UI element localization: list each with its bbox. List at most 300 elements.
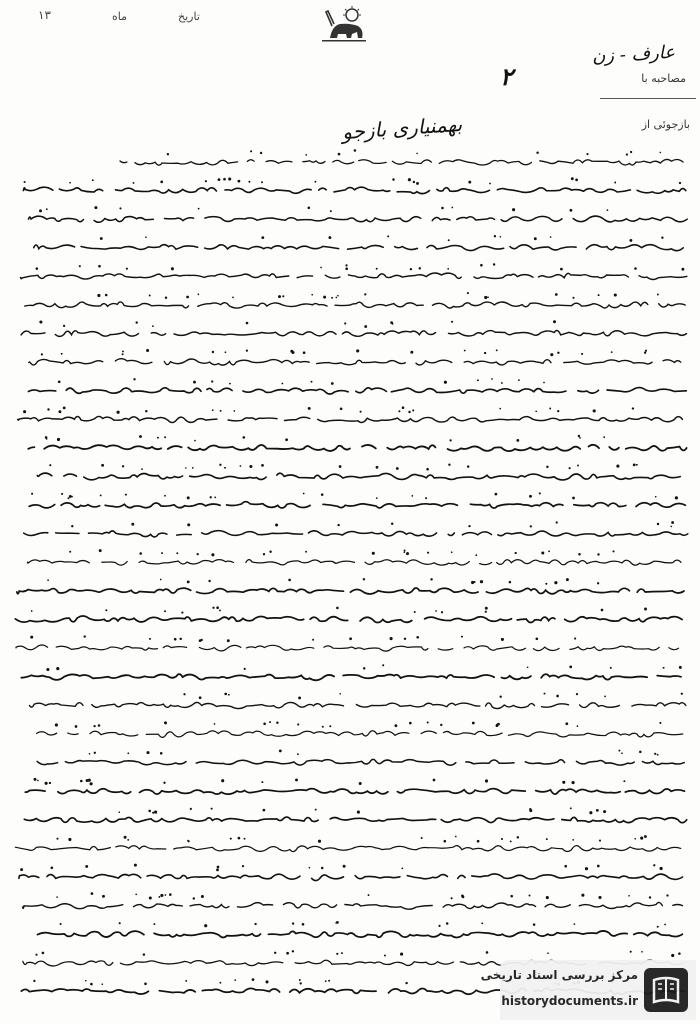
- handwriting-dot: [401, 867, 403, 869]
- handwriting-dot: [547, 952, 549, 954]
- handwriting-dot: [410, 268, 412, 270]
- handwriting-dot: [461, 636, 463, 638]
- handwriting-dot: [160, 894, 163, 897]
- handwriting-dot: [574, 923, 576, 925]
- handwriting-dot: [75, 725, 78, 728]
- handwriting-dot: [679, 666, 682, 669]
- handwriting-line: [32, 473, 681, 480]
- handwriting-dot: [299, 979, 301, 981]
- handwriting-dot: [135, 893, 137, 895]
- handwriting-dot: [279, 749, 282, 752]
- handwriting-dot: [425, 497, 427, 499]
- handwriting-dot: [244, 838, 246, 840]
- handwriting-dot: [69, 495, 72, 498]
- handwriting-line: [21, 331, 686, 337]
- handwriting-dot: [427, 721, 429, 723]
- handwriting-dot: [616, 465, 619, 468]
- handwriting-dot: [246, 322, 249, 325]
- handwriting-dot: [200, 639, 202, 641]
- handwriting-dot: [152, 812, 154, 814]
- handwriting-dot: [263, 809, 266, 812]
- handwriting-dot: [278, 295, 281, 298]
- handwriting-dot: [448, 239, 450, 241]
- handwriting-dot: [344, 322, 346, 324]
- handwriting-dot: [242, 436, 245, 439]
- handwriting-dot: [49, 464, 51, 466]
- handwriting-dot: [360, 411, 362, 413]
- handwriting-dot: [210, 496, 212, 498]
- handwriting-dot: [100, 494, 102, 496]
- handwriting-dot: [572, 839, 574, 841]
- handwriting-dot: [230, 838, 232, 840]
- handwriting-dot: [176, 552, 178, 554]
- handwriting-dot: [491, 378, 493, 380]
- handwriting-line: [29, 502, 685, 508]
- handwriting-line: [28, 388, 686, 394]
- handwriting-dot: [579, 437, 581, 439]
- handwriting-dot: [122, 353, 124, 355]
- handwriting-dot: [487, 296, 489, 298]
- handwriting-dot: [640, 837, 643, 840]
- handwriting-dot: [88, 779, 91, 782]
- handwriting-dot: [93, 725, 95, 727]
- handwriting-dot: [572, 497, 575, 500]
- handwriting-dot: [657, 926, 659, 928]
- handwriting-dot: [45, 782, 48, 785]
- handwriting-dot: [80, 780, 83, 783]
- handwriting-dot: [265, 980, 268, 983]
- handwriting-dot: [232, 297, 234, 299]
- handwriting-dot: [261, 781, 263, 783]
- handwriting-dot: [246, 350, 248, 352]
- handwriting-dot: [98, 724, 101, 727]
- handwriting-dot: [546, 896, 549, 899]
- handwriting-dot: [517, 836, 519, 838]
- handwriting-dot: [205, 180, 207, 182]
- handwriting-dot: [364, 293, 366, 295]
- handwriting-dot: [225, 351, 227, 353]
- handwriting-dot: [546, 838, 548, 840]
- handwriting-dot: [345, 264, 347, 266]
- handwriting-dot: [575, 179, 578, 182]
- handwriting-dot: [630, 951, 632, 953]
- handwriting-dot: [390, 637, 393, 640]
- handwriting-dot: [639, 751, 642, 754]
- handwriting-dot: [345, 267, 348, 270]
- handwriting-dot: [274, 952, 276, 954]
- handwriting-dot: [607, 209, 609, 211]
- handwriting-dot: [325, 980, 327, 982]
- interrogation-label: بازجوئی از: [641, 118, 690, 131]
- handwriting-dot: [309, 867, 311, 869]
- handwriting-dot: [198, 294, 200, 296]
- handwriting-dot: [581, 353, 583, 355]
- handwriting-dot: [435, 610, 437, 612]
- handwriting-dot: [85, 865, 88, 868]
- handwriting-dot: [604, 695, 606, 697]
- handwriting-dot: [387, 235, 389, 237]
- handwriting-dot: [160, 752, 163, 755]
- handwriting-dot: [581, 894, 584, 897]
- handwriting-dot: [100, 237, 103, 240]
- handwriting-dot: [119, 811, 121, 813]
- handwriting-dot: [282, 295, 284, 297]
- handwriting-dot: [39, 320, 42, 323]
- handwriting-dot: [596, 809, 599, 812]
- handwriting-dot: [614, 182, 616, 184]
- handwriting-dot: [163, 782, 165, 784]
- handwriting-dot: [564, 865, 567, 868]
- handwriting-dot: [356, 349, 359, 352]
- handwriting-dot: [187, 496, 190, 499]
- handwriting-dot: [451, 897, 453, 899]
- handwriting-dot: [33, 980, 35, 982]
- handwriting-dot: [597, 553, 599, 555]
- handwriting-dot: [404, 550, 406, 552]
- handwriting-dot: [164, 721, 167, 724]
- handwriting-line: [37, 759, 684, 765]
- handwriting-dot: [158, 896, 160, 898]
- handwriting-dot: [384, 955, 386, 957]
- handwriting-dot: [119, 922, 121, 924]
- handwriting-dot: [570, 807, 572, 809]
- handwriting-dot: [193, 897, 195, 899]
- handwriting-dot: [55, 723, 58, 726]
- handwriting-dot: [297, 723, 299, 725]
- handwriting-line: [23, 902, 683, 909]
- handwriting-dot: [644, 352, 646, 354]
- handwriting-dot: [392, 178, 395, 181]
- handwriting-dot: [657, 523, 659, 525]
- handwriting-dot: [444, 381, 447, 384]
- handwriting-dot: [187, 523, 190, 526]
- handwriting-line: [38, 931, 683, 938]
- handwriting-dot: [315, 809, 317, 811]
- handwriting-dot: [544, 693, 546, 695]
- handwriting-dot: [336, 953, 338, 955]
- handwriting-dot: [396, 467, 399, 470]
- handwriting-dot: [117, 411, 120, 414]
- handwriting-line: [21, 273, 687, 279]
- handwriting-dot: [228, 694, 230, 696]
- handwriting-dot: [69, 182, 71, 184]
- handwriting-dot: [560, 268, 563, 271]
- handwriting-dot: [212, 351, 214, 353]
- page-number: ۱۳: [38, 8, 51, 22]
- handwriting-dot: [160, 181, 163, 184]
- handwriting-dot: [302, 923, 305, 926]
- handwriting-dot: [217, 866, 220, 869]
- handwriting-dot: [402, 406, 405, 409]
- handwriting-dot: [343, 865, 346, 868]
- handwriting-dot: [649, 896, 651, 898]
- handwriting-dot: [427, 552, 429, 554]
- handwriting-dot: [572, 781, 575, 784]
- handwriting-dot: [574, 638, 576, 640]
- month-label: ماه: [112, 10, 128, 23]
- handwriting-dot: [90, 782, 93, 785]
- handwriting-dot: [603, 810, 606, 813]
- handwriting-dot: [426, 468, 429, 471]
- handwriting-dot: [566, 578, 569, 581]
- handwriting-dot: [577, 465, 579, 467]
- handwriting-dot: [153, 923, 155, 925]
- handwriting-dot: [219, 609, 221, 611]
- handwriting-dot: [681, 268, 684, 271]
- handwriting-dot: [451, 321, 453, 323]
- handwriting-dot: [593, 409, 596, 412]
- handwriting-dot: [337, 295, 339, 297]
- handwriting-dot: [143, 953, 145, 955]
- handwriting-dot: [670, 526, 672, 528]
- handwriting-dot: [190, 808, 192, 810]
- handwriting-dot: [485, 779, 488, 782]
- handwritten-body: [0, 140, 700, 1024]
- date-label: تاریخ: [178, 10, 200, 23]
- handwriting-dot: [363, 578, 365, 580]
- handwriting-dot: [671, 954, 674, 957]
- handwriting-dot: [305, 551, 307, 553]
- handwriting-dot: [181, 612, 183, 614]
- handwriting-dot: [447, 268, 449, 270]
- handwriting-dot: [122, 465, 124, 467]
- handwriting-dot: [681, 693, 683, 695]
- handwriting-dot: [36, 267, 39, 270]
- handwriting-dot: [501, 638, 504, 641]
- handwriting-dot: [328, 980, 330, 982]
- handwriting-dot: [24, 181, 26, 183]
- handwriting-line: [17, 588, 684, 594]
- handwriting-dot: [644, 835, 647, 838]
- header-divider: [600, 98, 696, 99]
- handwriting-dot: [216, 606, 219, 609]
- handwriting-dot: [493, 263, 495, 265]
- handwriting-dot: [614, 293, 617, 296]
- handwriting-dot: [419, 267, 421, 269]
- handwriting-dot: [261, 181, 263, 183]
- handwriting-dot: [501, 382, 503, 384]
- handwriting-dot: [455, 836, 457, 838]
- handwriting-dot: [198, 208, 200, 210]
- handwriting-dot: [571, 177, 574, 180]
- handwriting-dot: [357, 811, 360, 814]
- handwriting-dot: [185, 980, 187, 982]
- handwriting-dot: [218, 178, 221, 181]
- handwriting-dot: [152, 325, 154, 327]
- handwriting-line: [27, 560, 681, 566]
- handwriting-dot: [372, 552, 375, 555]
- handwriting-dot: [167, 153, 169, 155]
- handwriting-dot: [655, 496, 657, 498]
- handwriting-dot: [23, 410, 26, 413]
- handwriting-dot: [160, 579, 162, 581]
- handwriting-dot: [403, 551, 405, 553]
- handwriting-dot: [220, 410, 222, 412]
- handwriting-dot: [572, 297, 574, 299]
- handwriting-dot: [223, 178, 226, 181]
- handwriting-dot: [224, 693, 227, 696]
- handwriting-dot: [57, 438, 60, 441]
- handwriting-dot: [144, 982, 147, 985]
- handwriting-dot: [475, 554, 477, 556]
- handwriting-dot: [216, 869, 219, 872]
- handwriting-line: [30, 702, 686, 708]
- handwriting-dot: [477, 379, 479, 381]
- handwriting-dot: [477, 840, 480, 843]
- handwriting-dot: [612, 550, 614, 552]
- handwriting-dot: [318, 840, 321, 843]
- handwriting-dot: [303, 493, 305, 495]
- handwriting-dot: [660, 867, 663, 870]
- handwriting-dot: [157, 437, 159, 439]
- handwriting-dot: [408, 411, 410, 413]
- handwriting-dot: [275, 524, 278, 527]
- handwriting-dot: [679, 182, 681, 184]
- handwriting-dot: [421, 837, 423, 839]
- handwriting-dot: [94, 206, 97, 209]
- handwriting-dot: [626, 153, 628, 155]
- handwriting-dot: [480, 264, 483, 267]
- handwriting-dot: [269, 721, 271, 723]
- handwriting-dot: [331, 382, 334, 385]
- handwriting-dot: [411, 495, 413, 497]
- handwriting-dot: [390, 321, 393, 324]
- interview-subject-handwriting: عارف - زن: [591, 41, 676, 68]
- handwriting-dot: [71, 496, 73, 498]
- handwriting-dot: [58, 380, 61, 383]
- handwriting-dot: [337, 524, 339, 526]
- handwriting-dot: [154, 811, 157, 814]
- handwriting-dot: [553, 320, 556, 323]
- handwriting-dot: [84, 635, 86, 637]
- handwriting-dot: [509, 581, 512, 584]
- handwriting-dot: [145, 410, 147, 412]
- handwriting-dot: [529, 495, 532, 498]
- handwriting-dot: [412, 409, 414, 411]
- handwriting-dot: [441, 611, 443, 613]
- handwriting-dot: [311, 381, 313, 383]
- handwriting-dot: [136, 321, 138, 323]
- handwriting-dot: [438, 925, 440, 927]
- handwriting-dot: [179, 638, 181, 640]
- handwriting-dot: [149, 638, 151, 640]
- handwriting-dot: [204, 924, 207, 927]
- handwriting-dot: [409, 722, 412, 725]
- handwriting-line: [24, 817, 686, 823]
- handwriting-dot: [292, 950, 294, 952]
- handwriting-dot: [98, 265, 101, 268]
- handwriting-dot: [193, 381, 196, 384]
- handwriting-dot: [410, 351, 413, 354]
- handwriting-dot: [97, 294, 100, 297]
- handwriting-dot: [529, 809, 532, 812]
- handwriting-dot: [621, 752, 623, 754]
- handwriting-dot: [472, 722, 475, 725]
- handwriting-dot: [349, 637, 352, 640]
- handwriting-dot: [211, 808, 213, 810]
- handwriting-dot: [335, 922, 337, 924]
- handwriting-dot: [451, 551, 453, 553]
- handwriting-dot: [499, 408, 501, 410]
- handwriting-dot: [336, 607, 339, 610]
- handwriting-dot: [139, 552, 142, 555]
- handwriting-dot: [569, 467, 571, 469]
- handwriting-dot: [671, 521, 674, 524]
- handwriting-dot: [281, 383, 283, 385]
- handwriting-dot: [89, 753, 91, 755]
- handwriting-dot: [630, 151, 632, 153]
- handwriting-dot: [237, 180, 240, 183]
- handwriting-dot: [321, 493, 324, 496]
- handwriting-dot: [174, 638, 177, 641]
- interview-label: مصاحبه با: [641, 72, 686, 85]
- handwriting-line: [18, 416, 683, 422]
- handwriting-line: [29, 359, 681, 365]
- handwriting-dot: [535, 637, 538, 640]
- handwriting-dot: [398, 410, 400, 412]
- watermark-text-en: historydocuments.ir: [501, 994, 638, 1008]
- handwriting-dot: [323, 296, 326, 299]
- handwriting-dot: [263, 722, 266, 725]
- handwriting-dot: [400, 953, 403, 956]
- handwriting-dot: [441, 207, 444, 210]
- handwriting-dot: [212, 409, 214, 411]
- handwriting-dot: [252, 978, 255, 981]
- handwriting-dot: [308, 407, 311, 410]
- handwriting-dot: [555, 293, 558, 296]
- handwriting-dot: [56, 667, 59, 670]
- handwriting-dot: [31, 610, 33, 612]
- handwriting-dot: [79, 265, 81, 267]
- handwriting-dot: [556, 695, 559, 698]
- handwriting-dot: [481, 922, 483, 924]
- handwriting-dot: [131, 523, 134, 526]
- handwriting-dot: [238, 837, 241, 840]
- handwriting-dot: [464, 350, 466, 352]
- handwriting-line: [15, 846, 680, 852]
- handwriting-dot: [91, 892, 94, 895]
- handwriting-dot: [56, 896, 58, 898]
- handwriting-dot: [404, 638, 406, 640]
- handwriting-dot: [448, 464, 450, 466]
- handwriting-line: [28, 445, 686, 451]
- handwriting-dot: [413, 181, 415, 183]
- handwriting-dot: [39, 209, 42, 212]
- handwriting-dot: [295, 778, 298, 781]
- handwriting-dot: [641, 951, 643, 953]
- handwriting-dot: [331, 297, 333, 299]
- handwriting-dot: [63, 407, 66, 410]
- handwriting-line: [25, 302, 685, 308]
- handwriting-dot: [557, 352, 559, 354]
- handwriting-dot: [659, 152, 661, 154]
- handwriting-dot: [664, 924, 666, 926]
- handwriting-dot: [31, 493, 33, 495]
- handwriting-dot: [610, 667, 612, 669]
- handwriting-line: [120, 159, 683, 165]
- handwriting-dot: [354, 149, 357, 152]
- handwriting-dot: [382, 664, 384, 666]
- handwriting-dot: [61, 353, 63, 355]
- handwriting-dot: [149, 295, 151, 297]
- handwriting-dot: [644, 608, 647, 611]
- handwriting-dot: [229, 383, 231, 385]
- handwriting-dot: [329, 725, 331, 727]
- handwriting-dot: [260, 152, 262, 154]
- handwriting-dot: [376, 268, 378, 270]
- handwriting-dot: [69, 551, 71, 553]
- book-logo-icon: [644, 968, 688, 1012]
